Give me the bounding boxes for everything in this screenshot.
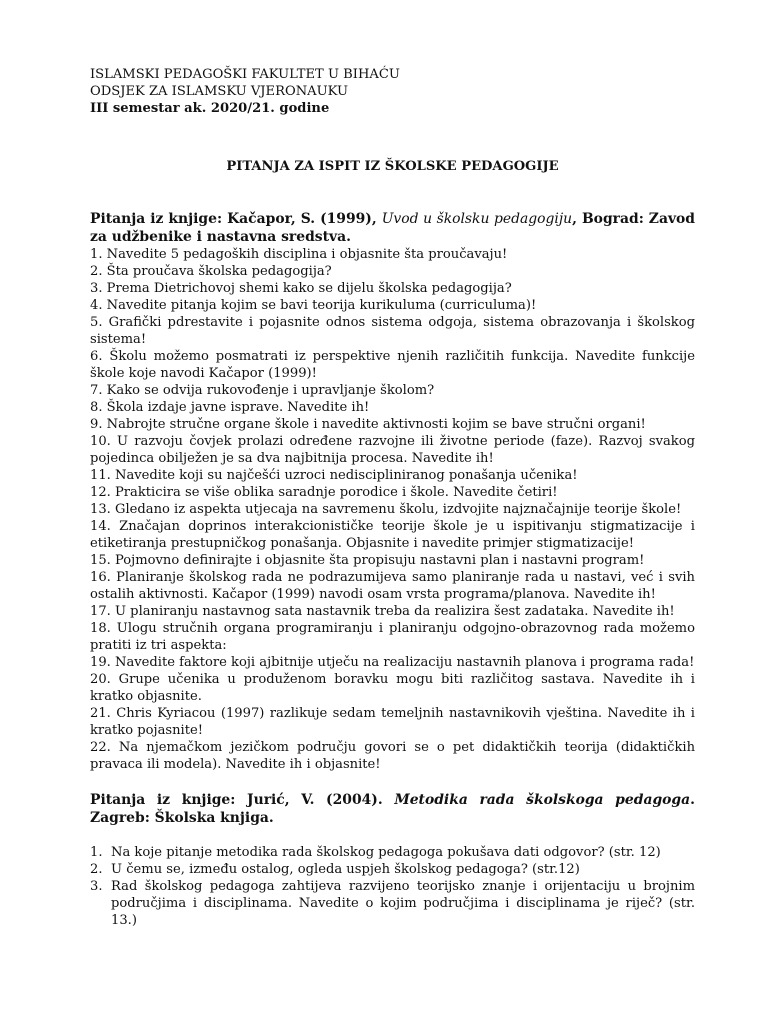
section1-heading (90, 210, 695, 246)
list-item-number: 3. (90, 879, 103, 894)
faculty-name: ISLAMSKI PEDAGOŠKI FAKULTET U BIHAĆU (90, 67, 400, 82)
section2-prefix: Pitanja iz knjige: Jurić, V. (2004). (90, 792, 395, 808)
list-item-text: Na koje pitanje metodika rada školskog pedagoga pokušava dati odgovor? (str. 12) (111, 845, 661, 860)
section1-question-list (90, 246, 695, 773)
list-item: 12. Prakticira se više oblika saradnje porodice i škole. Navedite četiri! (90, 485, 558, 500)
list-item: 9. Nabrojte stručne organe škole i navedite aktivnosti kojim se bave stručni organi! (90, 417, 646, 432)
list-item-text: U čemu se, između ostalog, ogleda uspjeh školskog pedagoga? (str.12) (111, 862, 580, 877)
list-item: 11. Navedite koji su najčešći uzroci nedisciplinirаnog ponašanja učenika! (90, 468, 578, 483)
document-page (90, 66, 695, 942)
department-name: ODSJEK ZA ISLAMSKU VJERONAUKU (90, 84, 349, 99)
list-item: 8. Škola izdaje javne isprave. Navedite ih! (90, 400, 370, 415)
list-item: 10. U razvoju čovjek prolazi određene razvojne ili životne periode (faze). Razvoj svakog pojedinca obilježen je sa dva najbitnija procesa. Navedite ih! (90, 434, 695, 466)
list-item: 14. Značajan doprinos interakcionističke teorije škole je u ispitivanju stigmatizacije i etiketiranja prestupničkog ponašanja. Objasnite i navedite primjer stigmatizacije! (90, 519, 695, 551)
list-item: 3. Prema Dietrichovoj shemi kako se dijelu školska pedagogija? (90, 281, 512, 296)
list-item: 5. Grafički pdrestavite i pojasnite odnos sistema odgoja, sistema obrazovanja i školskog sistema! (90, 315, 695, 347)
list-item: 6. Školu možemo posmatrati iz perspektive njenih različitih funkcija. Navedite funkcije škole koje navodi Kačapor (1999)! (90, 349, 695, 381)
section2-suffix: . Zagreb: Školska knjiga. (90, 792, 695, 826)
section2-heading (90, 791, 695, 827)
section1-book-title: Uvod u školsku pedagogiju (381, 211, 573, 227)
list-item-number: 2. (90, 862, 103, 877)
list-item: 2. Šta proučava školska pedagogija? (90, 264, 332, 279)
list-item: 19. Navedite faktore koji ajbitnije utječu na realizaciju nastavnih planova i programa rada! (90, 655, 695, 670)
list-item: 17. U planiranju nastavnog sata nastavnik treba da realizira šest zadataka. Navedite ih! (90, 604, 675, 619)
list-item: 16. Planiranje školskog rada ne podrazumijeva samo planiranje rada u nastavi, već i svih ostalih aktivnosti. Kačapor (1999) navodi osam vrsta programa/planova. Navedite ih! (90, 570, 695, 602)
list-item (90, 844, 695, 861)
list-item: 22. Na njemačkom jezičkom području govori se o pet didaktičkih teorija (didaktičkih pravaca ili modela). Navedite ih i objasnite! (90, 740, 695, 772)
list-item: 4. Navedite pitanja kojim se bavi teorija kurikuluma (curriculuma)! (90, 298, 537, 313)
list-item: 21. Chris Kyriacou (1997) razlikuje sedam temeljnih nastavnikovih vještina. Navedite ih i kratko pojasnite! (90, 706, 695, 738)
list-item-text: Rad školskog pedagoga zahtijeva razvijeno teorijsko znanje i orijentaciju u brojnim područjima i disciplinama. Navedite o kojim područjima i disciplinama je riječ? (str. 13.) (111, 879, 695, 928)
list-item: 7. Kako se odvija rukovođenje i upravljanje školom? (90, 383, 435, 398)
list-item: 15. Pojmovno definirajte i objasnite šta propisuju nastavni plan i nastavni program! (90, 553, 645, 568)
page-title: PITANJA ZA ISPIT IZ ŠKOLSKE PEDAGOGIJE (226, 159, 559, 174)
section1-suffix: , Bograd: Zavod za udžbenike i nastavna sredstva. (90, 211, 695, 245)
section2-question-list (90, 844, 695, 929)
semester-line: III semestar ak. 2020/21. godine (90, 101, 330, 116)
list-item: 20. Grupe učenika u produženom boravku mogu biti različitog sastava. Navedite ih i kratko objasnite. (90, 672, 695, 704)
section1-prefix: Pitanja iz knjige: Kačapor, S. (1999), (90, 211, 382, 227)
list-item (90, 861, 695, 878)
list-item: 18. Ulogu stručnih organa programiranju i planiranju odgojno-obrazovnog rada možemo pratiti iz tri aspekta: (90, 621, 695, 653)
section2-book-title: Metodika rada školskoga pedagoga (394, 792, 691, 808)
list-item: 13. Gledano iz aspekta utjecaja na savremenu školu, izdvojite najznačajnije teorije škole! (90, 502, 682, 517)
list-item: 1. Navedite 5 pedagoških disciplina i objasnite šta proučavaju! (90, 247, 508, 262)
list-item (90, 878, 695, 929)
list-item-number: 1. (90, 845, 103, 860)
